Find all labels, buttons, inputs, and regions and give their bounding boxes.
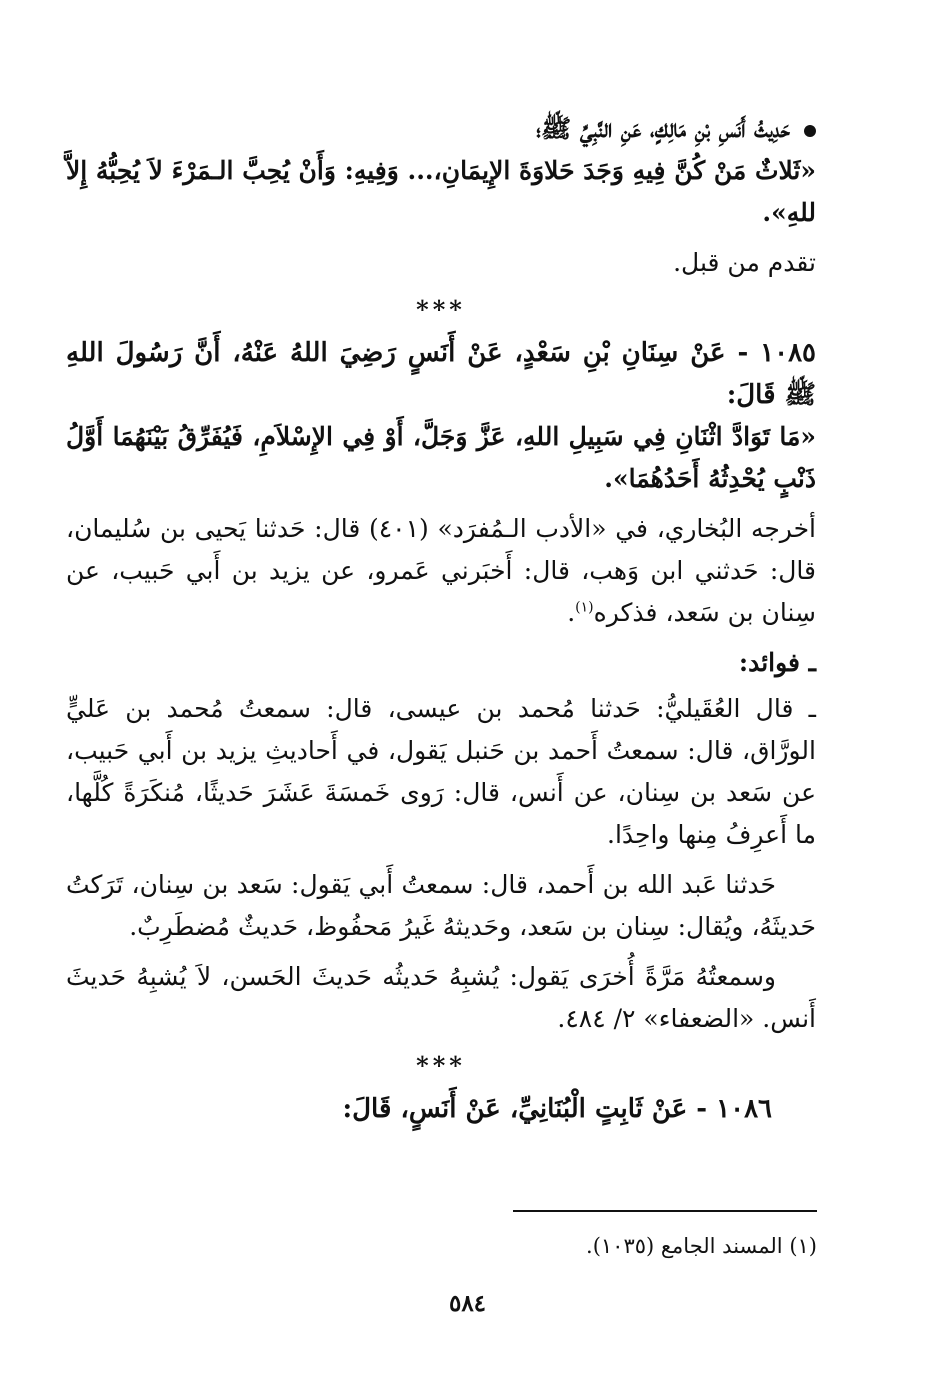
page-body <box>66 108 816 1130</box>
fawaid-paragraph-3: وسمعتُهُ مَرَّةً أُخرَى يَقول: يُشبِهُ حَديثُه حَديثَ الحَسن، لاَ يُشبِهُ حَديثَ أَنس. «الضعفاء» ٢/ ٤٨٤. <box>66 962 816 1033</box>
hadith-1086-heading: ١٠٨٦ - عَنْ ثَابِتٍ الْبُنَانِيِّ، عَنْ أَنَسٍ، قَالَ: <box>342 1094 772 1124</box>
bullet-icon <box>804 125 816 137</box>
hadith-quote: «ثَلاثٌ مَنْ كُنَّ فِيهِ وَجَدَ حَلاوَةَ الإِيمَانِ،... وَفِيهِ: وَأَنْ يُحِبَّ الـمَرْءَ لاَ يُحِبُّهُ إِلاَّ للهِ». <box>65 156 816 227</box>
fawaid-heading: ـ فوائد: <box>738 648 816 677</box>
hadith-1085-takhrij <box>66 508 816 634</box>
section-bullet-heading <box>66 108 816 150</box>
bullet-heading-text: حَدِيثُ أَنَسِ بْنِ مَالِكٍ، عَنِ النَّبِيِّ ﷺ؛ <box>535 114 790 143</box>
fawaid-paragraph-2: حَدثنا عَبد الله بن أَحمد، قال: سمعتُ أَبي يَقول: سَعد بن سِنان، تَرَكتُ حَديثَهُ، ويُقال: سِنان بن سَعد، وحَديثهُ غَيرُ مَحفُوظ، حَديثٌ مُضطَرِبٌ. <box>66 870 816 941</box>
takhrij-end: . <box>567 598 576 627</box>
hadith-1085-text: «مَا تَوَادَّ اثْنَانِ فِي سَبِيلِ اللهِ، عَزَّ وَجَلَّ، أَوْ فِي الإِسْلاَمِ، فَيُفَرِّقُ بَيْنَهُمَا أَوَّلُ ذَنْبٍ يُحْدِثُهُ أَحَدُهُمَا». <box>66 422 816 493</box>
hadith-1085-heading: ١٠٨٥ - عَنْ سِنَانِ بْنِ سَعْدٍ، عَنْ أَنَسٍ رَضِيَ اللهُ عَنْهُ، أَنَّ رَسُولَ اللهِ ﷺ قَالَ: <box>66 338 816 410</box>
fawaid-paragraph-1: ـ قال العُقَيليُّ: حَدثنا مُحمد بن عيسى، قال: سمعتُ مُحمد بن عَليٍّ الورَّاق، قال: سمعتُ أَحمد بن حَنبل يَقول، في أَحاديثِ يزيد بن أَبي حَبيب، عن سَعد بن سِنان، عن أَنس، قال: رَوى خَمسَةَ عَشَرَ حَديثًا، مُنكَرَةً كُلَّها، ما أَعرِفُ مِنها واحِدًا. <box>66 694 816 849</box>
note-text: تقدم من قبل. <box>673 248 816 277</box>
footnote: (١) المسند الجامع (١٠٣٥). <box>586 1234 817 1258</box>
section-separator-2: *** <box>416 1051 466 1080</box>
takhrij-text: أخرجه البُخاري، في «الأدب الـمُفرَد» (٤٠١) قال: حَدثنا يَحيى بن سُليمان، قال: حَدثني ابن وَهب، قال: أَخبَرني عَمرو، عن يزيد بن أَبي حَبيب، عن سِنان بن سَعد، فذكره <box>66 514 816 627</box>
footnote-divider <box>513 1210 817 1212</box>
page-number: ٥٨٤ <box>448 1290 487 1317</box>
footnote-reference: (١) <box>575 599 594 616</box>
section-separator: *** <box>416 295 466 324</box>
